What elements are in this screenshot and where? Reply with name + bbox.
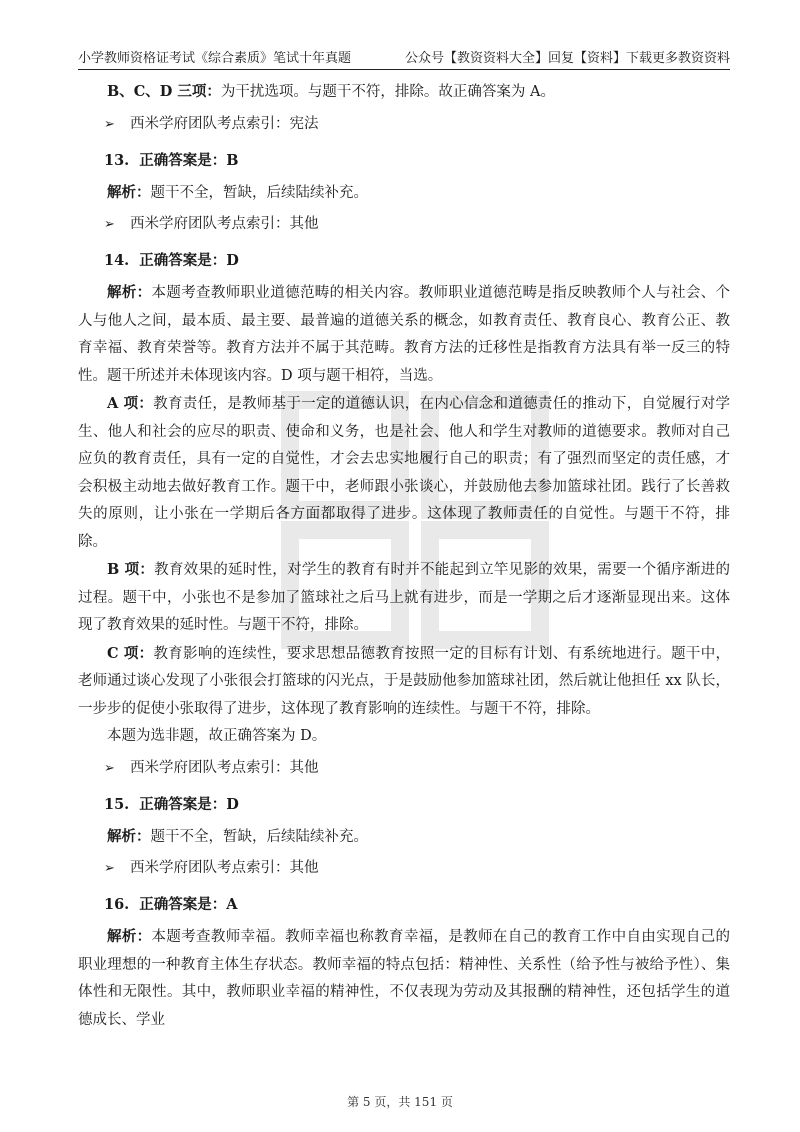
answer-text: 正确答案是：B	[139, 151, 239, 169]
answer-text: 正确答案是：A	[139, 896, 238, 914]
analysis-paragraph	[78, 179, 730, 208]
answer-text: 正确答案是：D	[139, 252, 239, 270]
analysis-label: 解析：	[107, 284, 152, 301]
option-b-paragraph	[78, 556, 730, 640]
conclusion-paragraph: 本题为选非题，故正确答案为 D。	[107, 728, 327, 744]
analysis-text: 题干不全，暂缺，后续陆续补充。	[150, 828, 368, 845]
question-number: 13.	[104, 151, 130, 169]
analysis-label: 解析：	[107, 827, 151, 845]
option-text: 教育责任，是教师基于一定的道德认识，在内心信念和道德责任的推动下，自觉履行对学生、他人和社会的应尽的职责、使命和义务，也是社会、他人和学生对教师的道德要求。教师对自己应负的教育责任，具有一定的自觉性，才会去忠实地履行自己的职责；有了强烈而坚定的责任感，才会积极主动地去做好教育工作。题干中，老师跟小张谈心，并鼓励他去参加篮球社团。践行了长善救失的原则，让小张在一学期后各方面都取得了进步。这体现了教师责任的自觉性。与题干不符，排除。	[78, 396, 730, 550]
arrow-bullet-icon: ➢	[104, 217, 115, 233]
analysis-text: 本题考查教师职业道德范畴的相关内容。教师职业道德范畴是指反映教师个人与社会、个人与他人之间，最本质、最主要、最普遍的道德关系的概念，如教育责任、教育良心、教育公正、教育幸福、教育荣誉等。教育方法并不属于其范畴。教育方法的迁移性是指教育方法具有举一反三的特性。题干所述并未体现该内容。D 项与题干相符，当选。	[78, 285, 731, 384]
question-16-heading	[78, 887, 730, 923]
index-text: 西米学府团队考点索引：其他	[130, 759, 319, 776]
option-label: B、C、D 三项：	[107, 83, 221, 100]
analysis-paragraph	[78, 823, 730, 852]
arrow-bullet-icon: ➢	[104, 861, 115, 877]
option-label: A 项：	[107, 395, 154, 412]
page-header	[78, 44, 730, 70]
paragraph	[78, 78, 730, 107]
paragraph-text: 为干扰选项。与题干不符，排除。故正确答案为 A。	[220, 84, 556, 100]
arrow-bullet-icon: ➢	[104, 760, 115, 776]
index-bullet	[78, 851, 730, 887]
analysis-label: 解析：	[107, 928, 152, 945]
option-label: B 项：	[107, 561, 155, 578]
analysis-paragraph	[78, 923, 730, 1034]
question-14-heading	[78, 243, 730, 279]
analysis-paragraph	[78, 279, 730, 390]
arrow-bullet-icon: ➢	[104, 116, 115, 132]
analysis-text: 题干不全，暂缺，后续陆续补充。	[150, 184, 368, 201]
question-number: 14.	[104, 252, 130, 270]
analysis-text: 本题考查教师幸福。教师幸福也称教育幸福，是教师在自己的教育工作中自由实现自己的职业理想的一种教育主体生存状态。教师幸福的特点包括：精神性、关系性（给予性与被给予性）、集体性和无限性。其中，教师职业幸福的精神性，不仅表现为劳动及其报酬的精神性，还包括学生的道德成长、学业	[78, 929, 731, 1028]
document-body	[78, 78, 730, 1034]
index-bullet	[78, 107, 730, 143]
header-left-title: 小学教师资格证考试《综合素质》笔试十年真题	[78, 51, 352, 66]
index-text: 西米学府团队考点索引：其他	[130, 860, 319, 877]
page-footer: 第 5 页，共 151 页	[347, 1095, 453, 1109]
question-number: 15.	[104, 795, 130, 813]
index-text: 西米学府团队考点索引：其他	[130, 216, 319, 233]
header-right-note: 公众号【教资资料大全】回复【资料】下载更多教资资料	[404, 51, 730, 66]
index-bullet	[78, 751, 730, 787]
index-text: 西米学府团队考点索引：宪法	[130, 115, 319, 132]
answer-text: 正确答案是：D	[139, 795, 239, 813]
index-bullet	[78, 207, 730, 243]
option-label: C 项：	[107, 644, 154, 662]
question-number: 16.	[104, 896, 130, 914]
option-text: 教育效果的延时性，对学生的教育有时并不能起到立竿见影的效果，需要一个循序渐进的过程。题干中，小张也不是参加了篮球社之后马上就有进步，而是一学期之后才逐渐显现出来。这体现了教育效果的延时性。与题干不符，排除。	[78, 562, 730, 633]
question-13-heading	[78, 143, 730, 179]
question-15-heading	[78, 787, 730, 823]
analysis-label: 解析：	[107, 183, 151, 201]
option-a-paragraph	[78, 390, 730, 556]
option-text: 教育影响的连续性，要求思想品德教育按照一定的目标有计划、有系统地进行。题干中，老师通过谈心发现了小张很会打篮球的闪光点，于是鼓励他参加篮球社团，然后就让他担任 xx 队长，一步步的促使小张取得了进步，这体现了教育影响的连续性。与题干不符，排除。	[78, 645, 731, 717]
option-c-paragraph	[78, 640, 730, 724]
